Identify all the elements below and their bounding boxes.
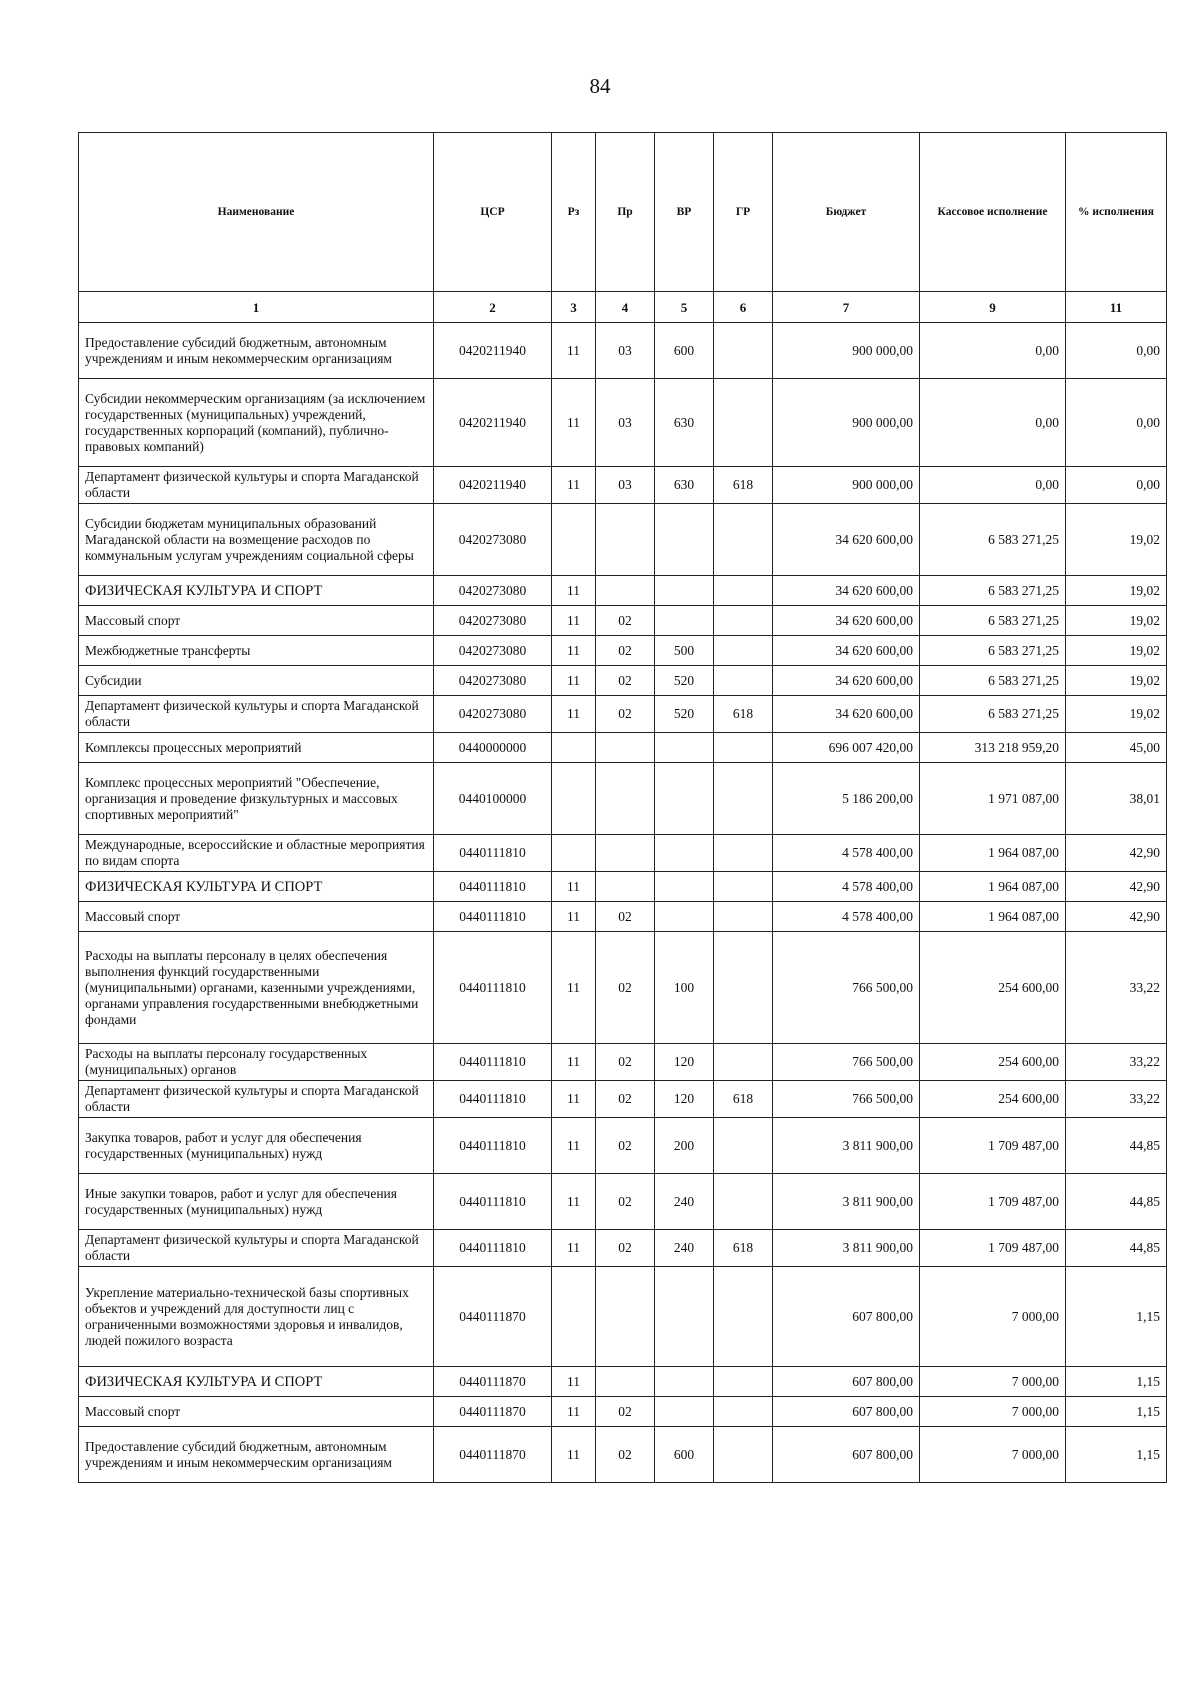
cell-percent-execution: 42,90 xyxy=(1066,872,1167,902)
cell-percent-execution: 19,02 xyxy=(1066,666,1167,696)
cell-pr xyxy=(596,733,655,763)
cell-cash-execution: 0,00 xyxy=(920,379,1066,467)
cell-pr: 02 xyxy=(596,932,655,1044)
cell-cash-execution: 1 709 487,00 xyxy=(920,1118,1066,1174)
table-row xyxy=(79,1427,1167,1483)
cell-cash-execution: 1 964 087,00 xyxy=(920,835,1066,872)
cell-vr: 500 xyxy=(655,636,714,666)
cell-csr: 0420273080 xyxy=(434,504,552,576)
cell-budget: 34 620 600,00 xyxy=(773,504,920,576)
cell-vr: 600 xyxy=(655,323,714,379)
header-row xyxy=(79,133,1167,292)
cell-cash-execution: 6 583 271,25 xyxy=(920,504,1066,576)
cell-percent-execution: 19,02 xyxy=(1066,576,1167,606)
cell-name: ФИЗИЧЕСКАЯ КУЛЬТУРА И СПОРТ xyxy=(79,872,434,902)
cell-csr: 0420273080 xyxy=(434,576,552,606)
cell-percent-execution: 42,90 xyxy=(1066,902,1167,932)
cell-rz: 11 xyxy=(552,606,596,636)
column-number: 9 xyxy=(920,292,1066,323)
table-row xyxy=(79,576,1167,606)
cell-budget: 4 578 400,00 xyxy=(773,872,920,902)
cell-budget: 5 186 200,00 xyxy=(773,763,920,835)
cell-vr xyxy=(655,763,714,835)
cell-gr xyxy=(714,1044,773,1081)
cell-vr: 100 xyxy=(655,932,714,1044)
cell-name: Департамент физической культуры и спорта Магаданской области xyxy=(79,1230,434,1267)
header-percent-execution: % исполнения xyxy=(1066,133,1167,292)
cell-gr xyxy=(714,932,773,1044)
cell-rz: 11 xyxy=(552,872,596,902)
cell-percent-execution: 19,02 xyxy=(1066,606,1167,636)
cell-vr xyxy=(655,1367,714,1397)
cell-name: Субсидии бюджетам муниципальных образований Магаданской области на возмещение расходов по коммунальным услугам учреждениям социальной сферы xyxy=(79,504,434,576)
cell-vr xyxy=(655,733,714,763)
cell-rz: 11 xyxy=(552,467,596,504)
cell-percent-execution: 1,15 xyxy=(1066,1367,1167,1397)
cell-percent-execution: 38,01 xyxy=(1066,763,1167,835)
cell-rz: 11 xyxy=(552,576,596,606)
cell-percent-execution: 33,22 xyxy=(1066,932,1167,1044)
table-row xyxy=(79,1118,1167,1174)
column-number: 5 xyxy=(655,292,714,323)
cell-gr xyxy=(714,835,773,872)
cell-name: Массовый спорт xyxy=(79,606,434,636)
column-number: 2 xyxy=(434,292,552,323)
cell-csr: 0420273080 xyxy=(434,696,552,733)
cell-vr: 240 xyxy=(655,1230,714,1267)
table-row xyxy=(79,1044,1167,1081)
cell-cash-execution: 254 600,00 xyxy=(920,1081,1066,1118)
cell-gr xyxy=(714,763,773,835)
cell-budget: 900 000,00 xyxy=(773,323,920,379)
cell-gr: 618 xyxy=(714,467,773,504)
table-row xyxy=(79,1397,1167,1427)
cell-budget: 607 800,00 xyxy=(773,1367,920,1397)
cell-gr: 618 xyxy=(714,1081,773,1118)
cell-budget: 34 620 600,00 xyxy=(773,666,920,696)
cell-pr xyxy=(596,835,655,872)
cell-budget: 34 620 600,00 xyxy=(773,636,920,666)
cell-csr: 0440111810 xyxy=(434,1230,552,1267)
cell-vr: 120 xyxy=(655,1081,714,1118)
cell-name: Субсидии xyxy=(79,666,434,696)
column-number: 6 xyxy=(714,292,773,323)
table-row xyxy=(79,606,1167,636)
cell-csr: 0440111810 xyxy=(434,1118,552,1174)
cell-gr xyxy=(714,902,773,932)
cell-name: Массовый спорт xyxy=(79,1397,434,1427)
cell-name: Департамент физической культуры и спорта Магаданской области xyxy=(79,1081,434,1118)
cell-pr xyxy=(596,1367,655,1397)
header-cash-execution: Кассовое исполнение xyxy=(920,133,1066,292)
cell-csr: 0440111810 xyxy=(434,872,552,902)
cell-vr: 520 xyxy=(655,696,714,733)
header-csr: ЦСР xyxy=(434,133,552,292)
cell-pr: 02 xyxy=(596,1230,655,1267)
cell-percent-execution: 19,02 xyxy=(1066,696,1167,733)
table-row xyxy=(79,379,1167,467)
cell-rz xyxy=(552,504,596,576)
cell-cash-execution: 254 600,00 xyxy=(920,1044,1066,1081)
cell-budget: 607 800,00 xyxy=(773,1267,920,1367)
cell-pr: 03 xyxy=(596,379,655,467)
cell-budget: 4 578 400,00 xyxy=(773,902,920,932)
cell-rz: 11 xyxy=(552,902,596,932)
cell-name: Массовый спорт xyxy=(79,902,434,932)
table-row xyxy=(79,1230,1167,1267)
cell-cash-execution: 7 000,00 xyxy=(920,1267,1066,1367)
cell-budget: 766 500,00 xyxy=(773,932,920,1044)
cell-budget: 3 811 900,00 xyxy=(773,1230,920,1267)
cell-gr xyxy=(714,606,773,636)
cell-rz: 11 xyxy=(552,1427,596,1483)
cell-name: ФИЗИЧЕСКАЯ КУЛЬТУРА И СПОРТ xyxy=(79,576,434,606)
cell-csr: 0420211940 xyxy=(434,379,552,467)
cell-budget: 766 500,00 xyxy=(773,1081,920,1118)
cell-cash-execution: 7 000,00 xyxy=(920,1397,1066,1427)
cell-gr xyxy=(714,1367,773,1397)
cell-budget: 3 811 900,00 xyxy=(773,1118,920,1174)
cell-vr: 240 xyxy=(655,1174,714,1230)
cell-rz xyxy=(552,835,596,872)
cell-budget: 607 800,00 xyxy=(773,1427,920,1483)
column-number-row xyxy=(79,292,1167,323)
cell-cash-execution: 6 583 271,25 xyxy=(920,576,1066,606)
cell-rz: 11 xyxy=(552,932,596,1044)
cell-gr xyxy=(714,1397,773,1427)
cell-csr: 0440100000 xyxy=(434,763,552,835)
cell-percent-execution: 19,02 xyxy=(1066,504,1167,576)
cell-pr: 03 xyxy=(596,323,655,379)
cell-name: Укрепление материально-технической базы спортивных объектов и учреждений для доступности лиц с ограниченными возможностями здоровья и инвалидов, людей пожилого возраста xyxy=(79,1267,434,1367)
cell-csr: 0440111870 xyxy=(434,1427,552,1483)
cell-cash-execution: 1 971 087,00 xyxy=(920,763,1066,835)
cell-percent-execution: 1,15 xyxy=(1066,1397,1167,1427)
cell-percent-execution: 44,85 xyxy=(1066,1174,1167,1230)
cell-name: Межбюджетные трансферты xyxy=(79,636,434,666)
cell-pr xyxy=(596,763,655,835)
table-row xyxy=(79,666,1167,696)
cell-rz: 11 xyxy=(552,1118,596,1174)
table-row xyxy=(79,1081,1167,1118)
cell-percent-execution: 42,90 xyxy=(1066,835,1167,872)
cell-name: Закупка товаров, работ и услуг для обеспечения государственных (муниципальных) нужд xyxy=(79,1118,434,1174)
cell-pr xyxy=(596,872,655,902)
cell-budget: 607 800,00 xyxy=(773,1397,920,1427)
table-row xyxy=(79,733,1167,763)
cell-pr xyxy=(596,504,655,576)
table-row xyxy=(79,1267,1167,1367)
cell-cash-execution: 0,00 xyxy=(920,467,1066,504)
cell-csr: 0420211940 xyxy=(434,323,552,379)
cell-vr xyxy=(655,835,714,872)
cell-rz xyxy=(552,1267,596,1367)
table-row xyxy=(79,1367,1167,1397)
cell-csr: 0440111810 xyxy=(434,1044,552,1081)
cell-budget: 34 620 600,00 xyxy=(773,696,920,733)
cell-percent-execution: 44,85 xyxy=(1066,1118,1167,1174)
cell-csr: 0420273080 xyxy=(434,636,552,666)
cell-vr xyxy=(655,576,714,606)
cell-pr: 02 xyxy=(596,606,655,636)
cell-name: Комплексы процессных мероприятий xyxy=(79,733,434,763)
cell-rz: 11 xyxy=(552,1230,596,1267)
cell-pr: 02 xyxy=(596,1397,655,1427)
cell-percent-execution: 33,22 xyxy=(1066,1081,1167,1118)
cell-percent-execution: 0,00 xyxy=(1066,467,1167,504)
cell-cash-execution: 6 583 271,25 xyxy=(920,606,1066,636)
cell-pr: 02 xyxy=(596,696,655,733)
cell-percent-execution: 33,22 xyxy=(1066,1044,1167,1081)
cell-csr: 0440111810 xyxy=(434,1081,552,1118)
cell-pr xyxy=(596,576,655,606)
cell-percent-execution: 0,00 xyxy=(1066,379,1167,467)
header-gr: ГР xyxy=(714,133,773,292)
table-row xyxy=(79,636,1167,666)
cell-name: Международные, всероссийские и областные мероприятия по видам спорта xyxy=(79,835,434,872)
cell-csr: 0440111870 xyxy=(434,1267,552,1367)
cell-budget: 696 007 420,00 xyxy=(773,733,920,763)
cell-vr: 630 xyxy=(655,379,714,467)
cell-csr: 0440111870 xyxy=(434,1367,552,1397)
cell-csr: 0440000000 xyxy=(434,733,552,763)
cell-pr xyxy=(596,1267,655,1367)
cell-percent-execution: 1,15 xyxy=(1066,1427,1167,1483)
cell-cash-execution: 7 000,00 xyxy=(920,1367,1066,1397)
cell-rz: 11 xyxy=(552,1397,596,1427)
cell-gr xyxy=(714,323,773,379)
cell-budget: 34 620 600,00 xyxy=(773,576,920,606)
cell-budget: 766 500,00 xyxy=(773,1044,920,1081)
cell-rz: 11 xyxy=(552,1174,596,1230)
header-vr: ВР xyxy=(655,133,714,292)
table-row xyxy=(79,696,1167,733)
table-row xyxy=(79,763,1167,835)
cell-vr xyxy=(655,606,714,636)
cell-gr xyxy=(714,379,773,467)
cell-name: Субсидии некоммерческим организациям (за исключением государственных (муниципальных) учреждений, государственных корпораций (компаний), публично-правовых компаний) xyxy=(79,379,434,467)
table-row xyxy=(79,902,1167,932)
cell-cash-execution: 6 583 271,25 xyxy=(920,666,1066,696)
column-number: 4 xyxy=(596,292,655,323)
cell-pr: 03 xyxy=(596,467,655,504)
cell-cash-execution: 254 600,00 xyxy=(920,932,1066,1044)
cell-name: ФИЗИЧЕСКАЯ КУЛЬТУРА И СПОРТ xyxy=(79,1367,434,1397)
table-row xyxy=(79,467,1167,504)
cell-name: Предоставление субсидий бюджетным, автономным учреждениям и иным некоммерческим организациям xyxy=(79,323,434,379)
cell-csr: 0440111810 xyxy=(434,902,552,932)
cell-rz: 11 xyxy=(552,379,596,467)
cell-pr: 02 xyxy=(596,1081,655,1118)
table-row xyxy=(79,872,1167,902)
table-row xyxy=(79,1174,1167,1230)
cell-vr xyxy=(655,504,714,576)
cell-cash-execution: 313 218 959,20 xyxy=(920,733,1066,763)
cell-pr: 02 xyxy=(596,1427,655,1483)
cell-gr xyxy=(714,576,773,606)
header-rz: Рз xyxy=(552,133,596,292)
cell-pr: 02 xyxy=(596,666,655,696)
cell-cash-execution: 0,00 xyxy=(920,323,1066,379)
cell-budget: 4 578 400,00 xyxy=(773,835,920,872)
cell-budget: 900 000,00 xyxy=(773,467,920,504)
column-number: 11 xyxy=(1066,292,1167,323)
cell-pr: 02 xyxy=(596,636,655,666)
cell-rz: 11 xyxy=(552,636,596,666)
cell-pr: 02 xyxy=(596,1118,655,1174)
cell-pr: 02 xyxy=(596,1044,655,1081)
cell-budget: 3 811 900,00 xyxy=(773,1174,920,1230)
cell-cash-execution: 6 583 271,25 xyxy=(920,636,1066,666)
cell-csr: 0420211940 xyxy=(434,467,552,504)
table-row xyxy=(79,504,1167,576)
cell-csr: 0440111810 xyxy=(434,932,552,1044)
cell-csr: 0420273080 xyxy=(434,666,552,696)
table-row xyxy=(79,932,1167,1044)
cell-cash-execution: 7 000,00 xyxy=(920,1427,1066,1483)
cell-cash-execution: 1 709 487,00 xyxy=(920,1174,1066,1230)
cell-cash-execution: 1 964 087,00 xyxy=(920,902,1066,932)
cell-percent-execution: 45,00 xyxy=(1066,733,1167,763)
cell-vr xyxy=(655,1267,714,1367)
cell-rz: 11 xyxy=(552,1367,596,1397)
cell-name: Департамент физической культуры и спорта Магаданской области xyxy=(79,696,434,733)
column-number: 3 xyxy=(552,292,596,323)
cell-pr: 02 xyxy=(596,902,655,932)
cell-gr xyxy=(714,1174,773,1230)
cell-cash-execution: 1 964 087,00 xyxy=(920,872,1066,902)
table-row xyxy=(79,835,1167,872)
cell-rz: 11 xyxy=(552,696,596,733)
cell-percent-execution: 44,85 xyxy=(1066,1230,1167,1267)
cell-gr xyxy=(714,733,773,763)
cell-vr: 600 xyxy=(655,1427,714,1483)
cell-gr xyxy=(714,1118,773,1174)
cell-pr: 02 xyxy=(596,1174,655,1230)
cell-rz: 11 xyxy=(552,1081,596,1118)
cell-csr: 0440111870 xyxy=(434,1397,552,1427)
column-number: 1 xyxy=(79,292,434,323)
cell-name: Комплекс процессных мероприятий "Обеспечение, организация и проведение физкультурных и массовых спортивных мероприятий" xyxy=(79,763,434,835)
cell-gr xyxy=(714,666,773,696)
cell-budget: 34 620 600,00 xyxy=(773,606,920,636)
cell-gr xyxy=(714,636,773,666)
cell-percent-execution: 19,02 xyxy=(1066,636,1167,666)
table-row xyxy=(79,323,1167,379)
cell-gr: 618 xyxy=(714,1230,773,1267)
cell-budget: 900 000,00 xyxy=(773,379,920,467)
header-name: Наименование xyxy=(79,133,434,292)
header-pr: Пр xyxy=(596,133,655,292)
column-number: 7 xyxy=(773,292,920,323)
cell-name: Департамент физической культуры и спорта Магаданской области xyxy=(79,467,434,504)
cell-vr: 120 xyxy=(655,1044,714,1081)
cell-gr xyxy=(714,504,773,576)
cell-rz xyxy=(552,763,596,835)
cell-gr: 618 xyxy=(714,696,773,733)
cell-name: Расходы на выплаты персоналу государственных (муниципальных) органов xyxy=(79,1044,434,1081)
cell-rz xyxy=(552,733,596,763)
cell-cash-execution: 1 709 487,00 xyxy=(920,1230,1066,1267)
cell-name: Предоставление субсидий бюджетным, автономным учреждениям и иным некоммерческим организациям xyxy=(79,1427,434,1483)
cell-cash-execution: 6 583 271,25 xyxy=(920,696,1066,733)
cell-percent-execution: 1,15 xyxy=(1066,1267,1167,1367)
cell-percent-execution: 0,00 xyxy=(1066,323,1167,379)
cell-vr xyxy=(655,872,714,902)
cell-csr: 0440111810 xyxy=(434,1174,552,1230)
cell-rz: 11 xyxy=(552,323,596,379)
cell-vr xyxy=(655,1397,714,1427)
cell-rz: 11 xyxy=(552,1044,596,1081)
cell-vr: 200 xyxy=(655,1118,714,1174)
budget-execution-table xyxy=(78,132,1167,1483)
cell-csr: 0420273080 xyxy=(434,606,552,636)
cell-vr: 630 xyxy=(655,467,714,504)
cell-rz: 11 xyxy=(552,666,596,696)
cell-gr xyxy=(714,872,773,902)
header-budget: Бюджет xyxy=(773,133,920,292)
cell-gr xyxy=(714,1267,773,1367)
cell-gr xyxy=(714,1427,773,1483)
cell-vr: 520 xyxy=(655,666,714,696)
cell-vr xyxy=(655,902,714,932)
cell-name: Расходы на выплаты персоналу в целях обеспечения выполнения функций государственными (муниципальными) органами, казенными учреждениями, органами управления государственными внебюджетными фондами xyxy=(79,932,434,1044)
table-body xyxy=(79,323,1167,1483)
cell-name: Иные закупки товаров, работ и услуг для обеспечения государственных (муниципальных) нужд xyxy=(79,1174,434,1230)
cell-csr: 0440111810 xyxy=(434,835,552,872)
page-number: 84 xyxy=(589,74,611,98)
